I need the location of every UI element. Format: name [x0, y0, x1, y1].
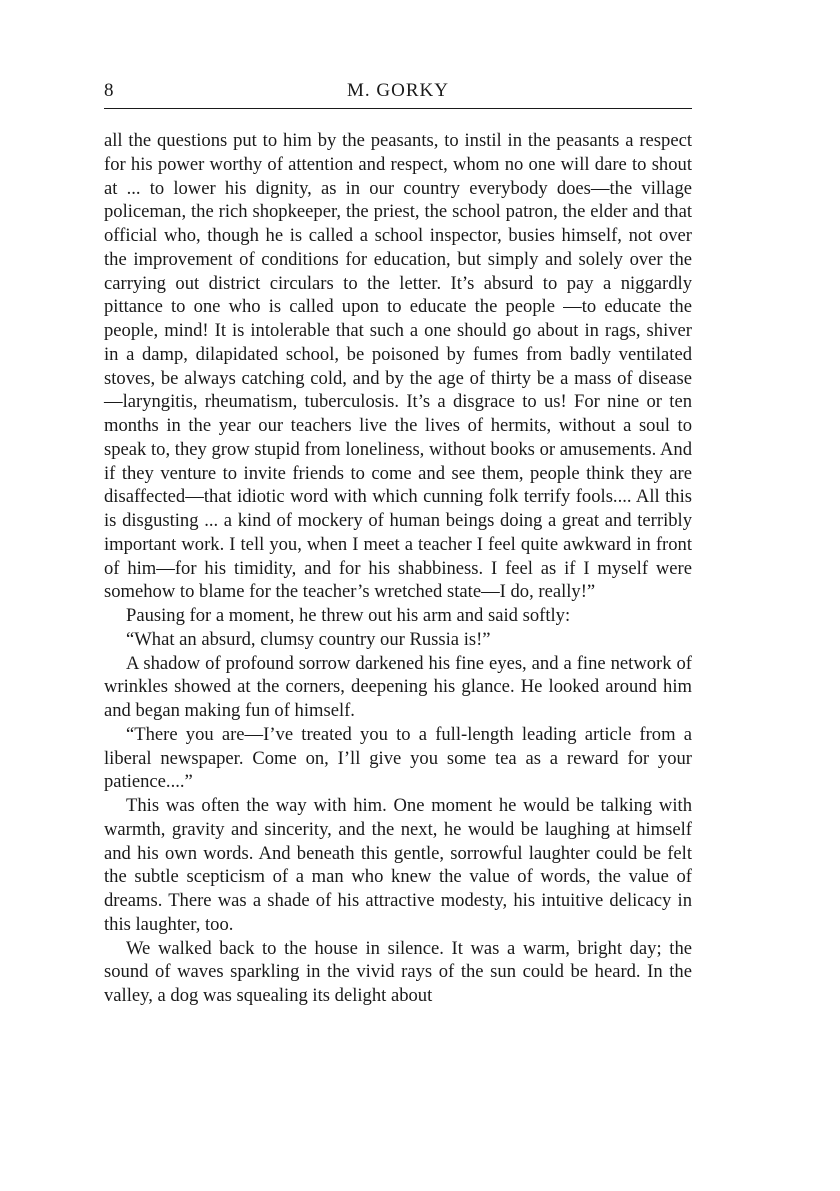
paragraph: We walked back to the house in silence. It was a warm, bright day; the sound of waves sparkling in the vivid rays of the sun could be heard. In the valley, a dog was squealing its delight about: [104, 937, 692, 1006]
paragraph: This was often the way with him. One moment he would be talking with warmth, gravity and sincerity, and the next, he would be laughing at himself and his own words. And beneath this gentle, sorrowful laughter could be felt the subtle scepticism of a man who knew the value of words, the value of dreams. There was a shade of his attractive modesty, his intuitive delicacy in this laughter, too.: [104, 795, 692, 935]
paragraph-continued: all the questions put to him by the peasants, to instil in the peasants a respect for his power worthy of attention and respect, whom no one will dare to shout at ... to lower his dignity, as in our country everybody does—the village policeman, the rich shopkeeper, the priest, the school patron, the elder and that official who, though he is called a school inspector, busies himself, not over the improvement of conditions for education, but simply and solely over the carrying out district circulars to the letter. It’s absurd to pay a niggardly pittance to one who is called upon to educate the people —to educate the people, mind! It is intolerable that such a one should go about in rags, shiver in a damp, dilapidated school, be poisoned by fumes from badly ventilated stoves, be always catching cold, and by the age of thirty be a mass of disease—laryngitis, rheumatism, tuberculosis. It’s a disgrace to us! For nine or ten months in the year our teachers live the lives of hermits, without a soul to speak to, they grow stupid from loneliness, without books or amusements. And if they venture to invite friends to come and see them, people think they are disaffected—that idiotic word with which cunning folk terrify fools.... All this is disgusting ... a kind of mockery of human beings doing a great and terribly important work. I tell you, when I meet a teacher I feel quite awkward in front of him—for his timidity, and for his shabbiness. I feel as if I myself were somehow to blame for the teacher’s wretched state—I do, really!”: [104, 130, 692, 603]
paragraph: Pausing for a moment, he threw out his arm and said softly:: [126, 605, 571, 626]
paragraph: “What an absurd, clumsy country our Russia is!”: [126, 628, 491, 650]
page-number: 8: [104, 80, 114, 101]
running-title: M. GORKY: [347, 80, 449, 101]
paragraph: “There you are—I’ve treated you to a full-length leading article from a liberal newspaper. Come on, I’ll give you some tea as a reward for your patience....”: [104, 723, 692, 793]
book-page: [104, 78, 692, 1008]
body-text: [104, 129, 692, 1008]
running-head: [104, 78, 692, 109]
paragraph: A shadow of profound sorrow darkened his fine eyes, and a fine network of wrinkles showed at the corners, deepening his glance. He looked around him and began making fun of himself.: [104, 652, 692, 721]
